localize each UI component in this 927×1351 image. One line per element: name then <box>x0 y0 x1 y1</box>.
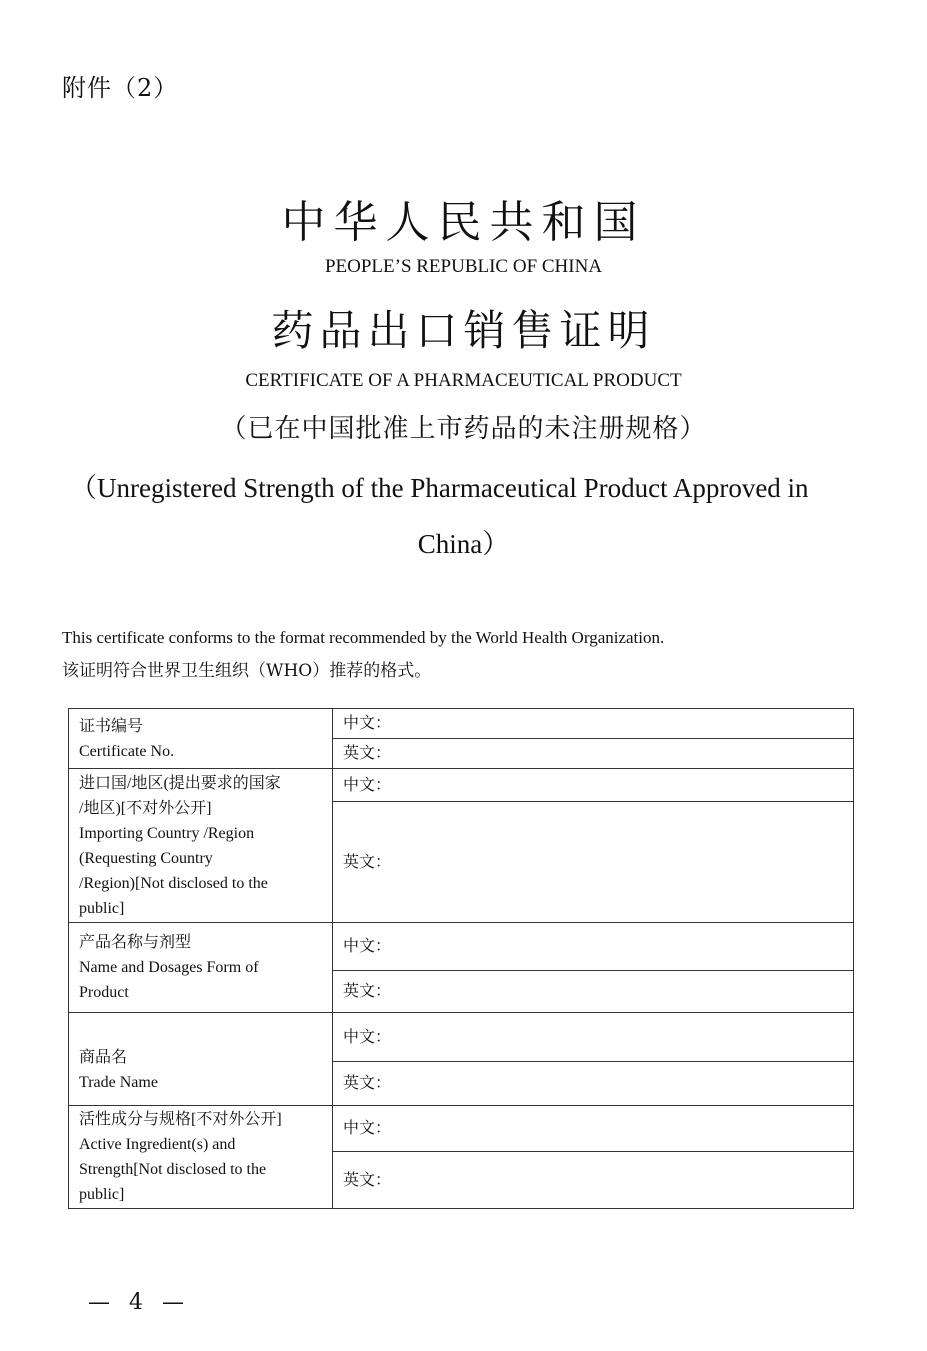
importing-country-cn-field[interactable]: 中文： <box>333 769 854 802</box>
product-name-cn-field[interactable]: 中文： <box>333 923 854 971</box>
product-name-en-field[interactable]: 英文： <box>333 971 854 1013</box>
importing-country-en-field[interactable]: 英文： <box>333 802 854 923</box>
conformity-statement-en: This certificate conforms to the format recommended by the World Health Organization. <box>62 628 665 647</box>
document-title-en: CERTIFICATE OF A PHARMACEUTICAL PRODUCT <box>245 370 682 391</box>
trade-name-label: 商品名 Trade Name <box>69 1013 333 1106</box>
subtitle-cn: （已在中国批准上市药品的未注册规格） <box>220 414 707 444</box>
certificate-no-en-field[interactable]: 英文： <box>333 739 854 769</box>
trade-name-cn-field[interactable]: 中文： <box>333 1013 854 1062</box>
active-ingredient-cn-field[interactable]: 中文： <box>333 1106 854 1152</box>
trade-name-en-field[interactable]: 英文： <box>333 1062 854 1106</box>
subtitle-en-line1: （Unregistered Strength of the Pharmaceutical Product Approved in <box>70 473 809 503</box>
country-title-en: PEOPLE’S REPUBLIC OF CHINA <box>324 256 603 277</box>
attachment-label: 附件（2） <box>62 74 179 102</box>
certificate-no-cn-field[interactable]: 中文： <box>333 709 854 739</box>
active-ingredient-label: 活性成分与规格[不对外公开] Active Ingredient(s) and Strength[Not disclosed to the public] <box>69 1106 333 1209</box>
certificate-no-label: 证书编号 Certificate No. <box>69 709 333 769</box>
conformity-statement-cn: 该证明符合世界卫生组织（WHO）推荐的格式。 <box>62 661 432 681</box>
subtitle-en-line2: China） <box>417 529 510 559</box>
document-title-cn: 药品出口销售证明 <box>271 306 656 355</box>
importing-country-label: 进口国/地区(提出要求的国家 /地区)[不对外公开] Importing Country /Region (Requesting Country /Region)[Not disclosed to the public] <box>69 769 333 923</box>
certificate-table <box>68 708 854 1209</box>
page-number: — 4 — <box>88 1290 190 1315</box>
product-name-label: 产品名称与剂型 Name and Dosages Form of Product <box>69 923 333 1013</box>
country-title-cn: 中华人民共和国 <box>281 197 646 248</box>
active-ingredient-en-field[interactable]: 英文： <box>333 1152 854 1209</box>
